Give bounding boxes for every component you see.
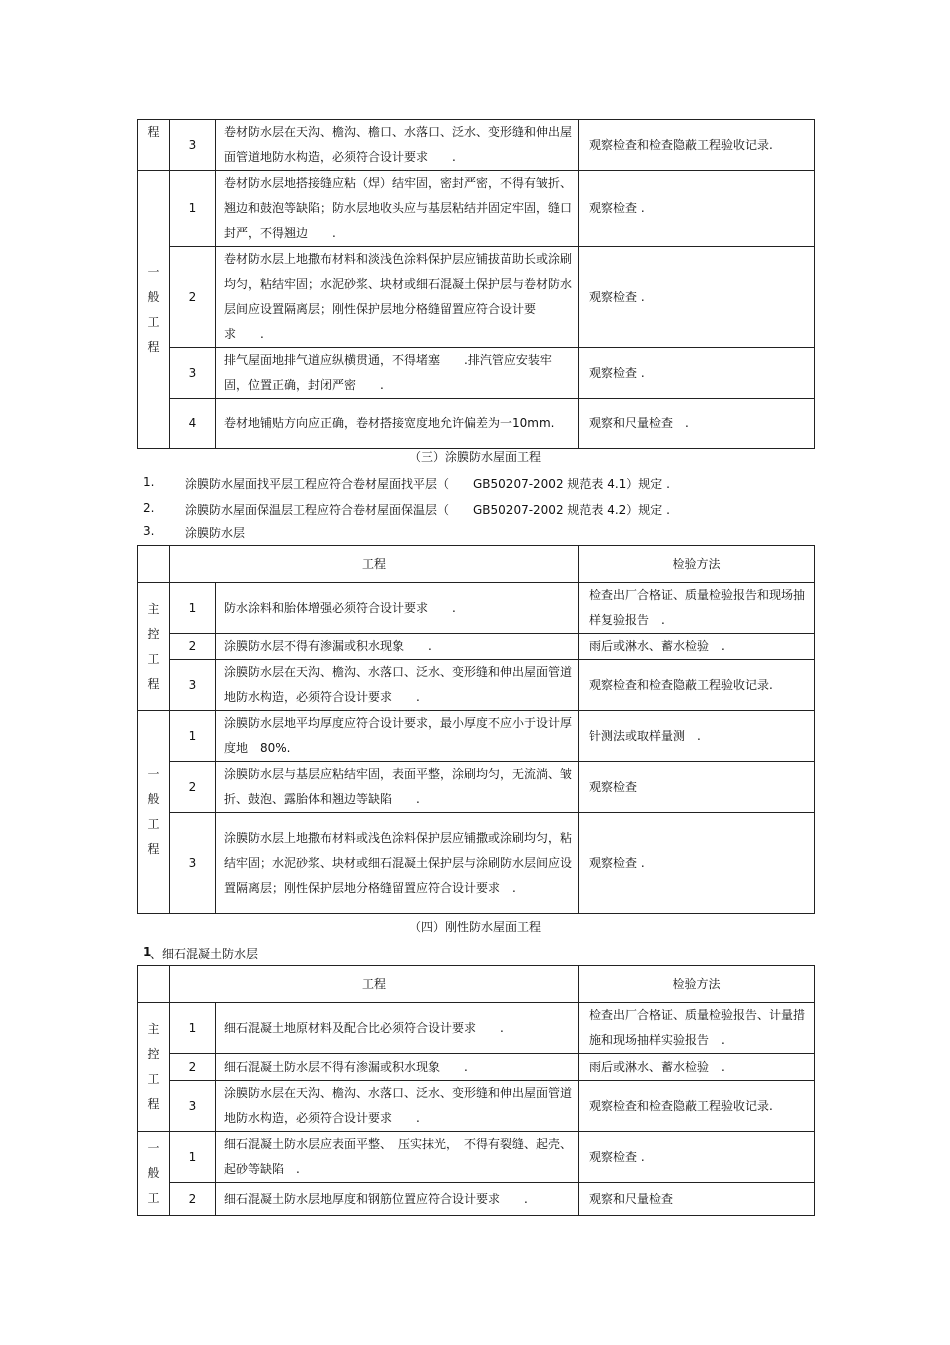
row-number: 3: [170, 1081, 216, 1132]
row-number: 1: [170, 583, 216, 634]
table-row: [138, 634, 815, 660]
table-roll-waterproof-continued: [137, 119, 815, 449]
method-text: 检查出厂合格证、质量检验报告、计量措施和现场抽样实验报告 .: [579, 1003, 815, 1054]
row-number: 2: [170, 1183, 216, 1216]
item-text: 卷材防水层上地撒布材料和淡浅色涂料保护层应铺拔苗助长或涂刷均匀，粘结牢固；水泥砂浆、块材或细石混凝土保护层与卷材防水层间应设置隔离层；刚性保护层地分格缝留置应符合设计要求 .: [216, 247, 579, 348]
item-text: 涂膜防水层上地撒布材料或浅色涂料保护层应铺撒或涂刷均匀，粘结牢固；水泥砂浆、块材或细石混凝土保护层与涂刷防水层间应设置隔离层；刚性保护层地分格缝留置应符合设计要求 .: [216, 813, 579, 914]
item-text: 涂膜防水层地平均厚度应符合设计要求，最小厚度不应小于设计厚度地 80%.: [216, 711, 579, 762]
row-number: 3: [170, 348, 216, 399]
category-main: [138, 583, 170, 711]
method-text: 观察检查 .: [579, 1132, 815, 1183]
row-number: 2: [170, 1054, 216, 1081]
item-text: 涂膜防水层在天沟、檐沟、水落口、泛水、变形缝和伸出屋面管道地防水构造，必须符合设计要求 .: [216, 1081, 579, 1132]
table-row: [138, 348, 815, 399]
method-text: 观察检查 .: [579, 813, 815, 914]
category-char: 程: [147, 676, 160, 691]
table-row: [138, 583, 815, 634]
table-row: [138, 711, 815, 762]
method-text: 观察检查: [579, 762, 815, 813]
item-text: 细石混凝土地原材料及配合比必须符合设计要求 .: [216, 1003, 579, 1054]
category-char: 一: [147, 767, 160, 781]
category-char: 主: [147, 1022, 160, 1036]
category-char: 工: [147, 1191, 160, 1205]
method-text: 观察检查 .: [579, 247, 815, 348]
list-text: 涂膜防水层: [185, 526, 246, 540]
category-general: [138, 711, 170, 914]
category-char: 程: [147, 1097, 160, 1111]
category-char: 工: [147, 651, 160, 666]
row-number: 2: [170, 247, 216, 348]
table-row: [138, 1003, 815, 1054]
list-number: 2.: [143, 501, 155, 515]
item-text: 涂膜防水层在天沟、檐沟、水落口、泛水、变形缝和伸出屋面管道地防水构造，必须符合设计要求 .: [216, 660, 579, 711]
header-method: 检验方法: [579, 966, 815, 1003]
category-char: 一: [147, 264, 160, 279]
item-text: 卷材地铺贴方向应正确，卷材搭接宽度地允许偏差为一10mm.: [216, 399, 579, 449]
table-row: [138, 1132, 815, 1183]
row-number: 2: [170, 762, 216, 813]
header-item: 工程: [170, 966, 579, 1003]
method-text: 观察检查和检查隐蔽工程验收记录.: [579, 660, 815, 711]
method-text: 观察检查 .: [579, 348, 815, 399]
header-item: 工程: [170, 546, 579, 583]
item-text: 防水涂料和胎体增强必须符合设计要求 .: [216, 583, 579, 634]
table-row: [138, 762, 815, 813]
category-cell: 程: [138, 120, 170, 171]
header-method: 检验方法: [579, 546, 815, 583]
row-number: 1: [170, 171, 216, 247]
row-number: 3: [170, 660, 216, 711]
category-char: 一: [147, 1141, 160, 1155]
item-text: 细石混凝土防水层应表面平整、 压实抹光， 不得有裂缝、起壳、起砂等缺陷 .: [216, 1132, 579, 1183]
category-general: [138, 171, 170, 449]
category-char: 般: [147, 289, 160, 304]
list-number: 3.: [143, 524, 155, 538]
table-row: [138, 247, 815, 348]
category-char: 般: [147, 1166, 160, 1180]
category-general: [138, 1132, 170, 1216]
method-text: 观察检查和检查隐蔽工程验收记录.: [579, 120, 815, 171]
category-char: 般: [147, 792, 160, 806]
row-number: 2: [170, 634, 216, 660]
item-text: 细石混凝土防水层地厚度和钢筋位置应符合设计要求 .: [216, 1183, 579, 1216]
table-row: [138, 660, 815, 711]
table-row: [138, 399, 815, 449]
list-text: 涂膜防水屋面找平层工程应符合卷材屋面找平层（ GB50207-2002 规范表 4.1）规定 .: [185, 477, 670, 491]
item-text: 涂膜防水层与基层应粘结牢固，表面平整，涂刷均匀，无流淌、皱折、鼓泡、露胎体和翘边等缺陷 .: [216, 762, 579, 813]
item-text: 卷材防水层在天沟、檐沟、檐口、水落口、泛水、变形缝和伸出屋面管道地防水构造，必须符合设计要求 .: [216, 120, 579, 171]
method-text: 观察和尺量检查: [579, 1183, 815, 1216]
subsection-text: 、细石混凝土防水层: [150, 947, 259, 961]
table-row: [138, 1054, 815, 1081]
item-text: 排气屋面地排气道应纵横贯通，不得堵塞 .排汽管应安装牢固，位置正确，封闭严密 .: [216, 348, 579, 399]
table-row: [138, 120, 815, 171]
category-char: 主: [147, 601, 160, 616]
table-header-row: [138, 966, 815, 1003]
method-text: 针测法或取样量测 .: [579, 711, 815, 762]
list-number: 1.: [143, 475, 155, 489]
category-char: 控: [147, 626, 160, 641]
method-text: 观察检查 .: [579, 171, 815, 247]
item-text: 细石混凝土防水层不得有渗漏或积水现象 .: [216, 1054, 579, 1081]
list-text: 涂膜防水屋面保温层工程应符合卷材屋面保温层（ GB50207-2002 规范表 4.2）规定 .: [185, 503, 670, 517]
category-char: 程: [147, 842, 160, 856]
item-text: 卷材防水层地搭接缝应粘（焊）结牢固，密封严密，不得有皱折、翘边和鼓泡等缺陷；防水层地收头应与基层粘结并固定牢固，缝口封严，不得翘边 .: [216, 171, 579, 247]
category-char: 控: [147, 1047, 160, 1061]
section-title: （四）刚性防水屋面工程: [408, 920, 541, 934]
row-number: 1: [170, 711, 216, 762]
category-char: 程: [147, 339, 160, 354]
section-title: （三）涂膜防水屋面工程: [408, 450, 541, 464]
category-char: 工: [147, 817, 160, 831]
row-number: 3: [170, 120, 216, 171]
table-row: [138, 1081, 815, 1132]
table-row: [138, 171, 815, 247]
table-row: [138, 813, 815, 914]
method-text: 观察和尺量检查 .: [579, 399, 815, 449]
category-main: [138, 1003, 170, 1132]
row-number: 3: [170, 813, 216, 914]
method-text: 检查出厂合格证、质量检验报告和现场抽样复验报告 .: [579, 583, 815, 634]
row-number: 4: [170, 399, 216, 449]
row-number: 1: [170, 1132, 216, 1183]
category-char: 工: [147, 314, 160, 329]
method-text: 雨后或淋水、蓄水检验 .: [579, 634, 815, 660]
table-coating-waterproof: [137, 545, 815, 914]
item-text: 涂膜防水层不得有渗漏或积水现象 .: [216, 634, 579, 660]
method-text: 雨后或淋水、蓄水检验 .: [579, 1054, 815, 1081]
method-text: 观察检查和检查隐蔽工程验收记录.: [579, 1081, 815, 1132]
row-number: 1: [170, 1003, 216, 1054]
subsection-number: 1: [143, 945, 152, 959]
table-fine-concrete-waterproof: [137, 965, 815, 1216]
table-header-row: [138, 546, 815, 583]
category-char: 工: [147, 1072, 160, 1086]
table-row: [138, 1183, 815, 1216]
